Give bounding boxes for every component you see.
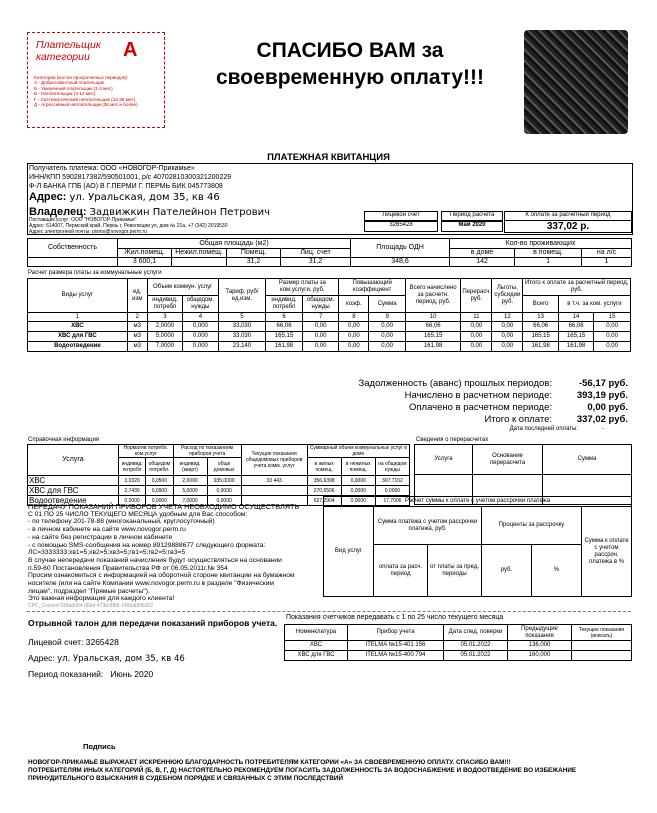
category-title: Плательщик категории <box>36 39 101 63</box>
due-value: 337,02 р. <box>504 220 632 233</box>
paid-row: Оплачено в расчетном периоде: 0,00 руб. <box>409 402 628 413</box>
reference-table: Услуга Норматив потребл. ком.услуг Расход по показаниям приборов учета Текущие показания общедомовых приборов учета комм. услуг Суммарный объем коммунальных услуг в доме индивид. потребл общедом потребл. индивид. (кварт) обще домовых в жилых помещ. в нежилых помещ. на общедом нужды ХВС 3,0320 0,0500 2,0000 935,0000 33 443 356,6398 0,0000 307,7102 ХВС для ГВС 2,7430 0,0900 5,0000 0,0000 270,6506 0,0000 0,0000 Водоотведение 0,0000 0,0000 7,0000 0,0000 627,2904 0,0000 17,7006 <box>27 444 410 506</box>
period-value: Май 2020 <box>441 221 503 232</box>
receipt-title: ПЛАТЕЖНАЯ КВИТАНЦИЯ <box>267 152 390 163</box>
current-reading-input[interactable] <box>572 651 632 661</box>
coupon-title: Отрывной талон для передачи показаний приборов учета. <box>28 618 278 628</box>
table-row: Водоотведение 0,0000 0,0000 7,0000 0,0000 627,2904 0,0000 17,7006 <box>28 496 410 506</box>
totals-block <box>270 378 628 433</box>
table-row: ХВС 3,0320 0,0500 2,0000 935,0000 33 443 356,6398 0,0000 307,7102 <box>28 476 410 486</box>
calc-number-row: 1 2 3 4 5 6 7 8 9 10 11 12 13 14 15 <box>28 313 631 322</box>
signature-label: Подпись <box>83 742 116 751</box>
meters-title: Показания счетчиков передавать с 1 по 25 число текущего месяца <box>286 614 504 621</box>
cut-line <box>27 611 631 612</box>
qr-code <box>524 30 628 134</box>
recipient-block <box>27 163 633 235</box>
table-row: ХВС м3 2,0000 0,000 33,030 66,06 0,00 0,00 0,00 66,06 0,00 0,00 66,06 66,06 0,00 <box>28 322 631 332</box>
recalc-caption: Сведения о перерасчетах <box>416 437 489 443</box>
calc-table: Виды услуг ед. изм Объем коммун. услуг Тариф, руб/ед.изм. Размер платы за ком.услуги, руб. Повышающий коэффициент Всего начислено за расчетн. период, руб. Перерасч. руб. Льготы, субсидии руб. Итого к оплате за расчетный период, руб. индивид. потребл общедом. нужды индивид. потребл общедом. нужды коэф. Сумма Всего в т.ч. за ком. услуги 1 2 3 4 5 6 7 8 9 10 11 12 13 14 15 ХВС м3 2,0000 0,000 33,030 66,06 0,00 0,00 0,00 66,06 0,00 0,00 66,06 66,06 0,00 ХВС для ГВС м3 5,0000 0,000 33,030 165,15 0,00 0,00 0,00 165,15 0,00 0,00 165,15 165,15 0,00 Водоотведение м3 7,0000 0,000 23,140 161,98 0,00 0,00 0,00 161,98 0,00 0,00 161,98 161,98 0,00 <box>27 278 631 352</box>
installment-table: Расчет суммы к оплате с учетом рассрочки платежа Вид услуг Сумма платежа с учетом рассрочки платежа, руб. Проценты за рассрочку Сумма к оплате с учетом рассроч. платежа в % оплата за расч. период от платы за пред. периоды руб. % <box>323 496 632 597</box>
supplier-line3: Адрес электронной почты: pismo@novogor.perm.ru <box>29 229 147 235</box>
calc-caption: Расчет размера платы за коммунальные услуги <box>28 270 162 276</box>
recalc-table: Услуга Основание перерасчета Сумма <box>414 444 632 505</box>
recipient-line1: Получатель платежа: ООО «НОВОГОР-Прикамье» <box>29 165 195 172</box>
debt-row: Задолженность (аванс) прошлых периодов: -56,17 руб. <box>358 378 628 389</box>
category-box <box>27 32 165 128</box>
meter-notice: ПЕРЕДАЧУ ПОКАЗАНИЙ ПРИБОРОВ УЧЕТА НЕОБХОДИМО ОСУЩЕСТВЛЯТЬ С 01 ПО 25 ЧИСЛО ТЕКУЩЕГО МЕСЯЦА удобным для Вас способом: - по телефону 201-78-88 (многоканальный, круглосуточный) - в личном кабинете на сайте www.novogor.perm.ru - на сайте без регистрации в личном кабинете - с помощью SMS-сообщения на номер 89129888677 следующего формата: ЛС=3333333;хв1=5;хв2=5;хв3=5;гв1=5;гв2=5;гв3=5 В случае непередачи показаний начисления будут осуществляться на основании п.59-60 Постановления Правительства РФ от 06.05.2011г.№ 354 Просим ознакомиться с информацией на оборотной стороне квитанции на бумажном носителе (или на сайте Компании www.novogor.perm.ru в разделе "Физическим лицам", подраздел "Прямые расчеты"). Это важная информация для каждого клиента! CPC_Convert 918ad994-86b4-473d-8f86-1496ab6f6302 <box>28 503 320 609</box>
charged-row: Начислено в расчетном периоде: 393,19 руб. <box>404 390 628 401</box>
table-row: ХВС для ГВС м3 5,0000 0,000 33,030 165,15 0,00 0,00 0,00 165,15 0,00 0,00 165,15 165,15 0,00 <box>28 332 631 342</box>
total-row: Итого к оплате: 337,02 руб. <box>484 414 628 425</box>
recipient-line2: ИНН/КПП 5902817382/590501001, р/с 40702810300321200229 <box>29 174 232 181</box>
table-row: ХВС для ГВС 2,7430 0,0900 5,0000 0,0000 270,6506 0,0000 0,0000 <box>28 486 410 496</box>
table-row: ХВС для ГВС ITELMA №15-400 794 05.01.2022 160,000 <box>285 651 632 661</box>
tech-code: CPC_Convert 918ad994-86b4-473d-8f86-1496ab6f6302 <box>28 603 154 610</box>
current-reading-input[interactable] <box>572 641 632 651</box>
category-legend: Категории (кол-во просроченных периодов): А - Добросовестный плательщик Б - Умеренный плательщик (1-3 мес) В - Неплательщик (4-12 мес) Г - Систематический неплательщик (13-36 мес) Д - Агрессивный неплательщик (36 мес и более) <box>34 75 138 108</box>
recipient-address: Адрес: ул. Уральская, дом 35, кв 46 <box>29 191 220 203</box>
recipient-owner: Владелец: Задвижкин Пателейнон Петрович <box>29 206 271 218</box>
supplier-line1: Поставщик услуг: ООО "НОВОГОР-Прикамье" <box>29 217 137 223</box>
table-row: ХВС ITELMA №15-401 156 05.01.2022 136,000 <box>285 641 632 651</box>
coupon-address: Адрес: ул. Уральская, дом 35, кв 46 <box>28 653 185 664</box>
period-label: Период расчета <box>441 211 503 221</box>
recipient-line3: Ф-Л БАНКА ГПБ (АО) В Г.ПЕРМИ Г. ПЕРМЬ БИК 045773808 <box>29 183 223 190</box>
reference-caption: Справочная информация <box>28 437 100 443</box>
footer-text: НОВОГОР-ПРИКАМЬЕ ВЫРАЖАЕТ ИСКРЕННЮЮ БЛАГОДАРНОСТЬ ПОТРЕБИТЕЛЯМ КАТЕГОРИИ «А» ЗА СВОЕВРЕМЕННУЮ ОПЛАТУ. СПАСИБО ВАМ!!! ПОТРЕБИТЕЛЯМ ИНЫХ КАТЕГОРИЙ (Б, В, Г, Д) НАСТОЯТЕЛЬНО РЕКОМЕНДУЕМ ПОГАСИТЬ ЗАДОЛЖЕННОСТЬ ЗА ВОДОСНАБЖЕНИЕ И ВОДООТВЕДЕНИЕ ВО ИЗБЕЖАНИЕ ПРИНУДИТЕЛЬНОГО ВЗЫСКАНИЯ В СУДЕБНОМ ПОРЯДКЕ И СВЯЗАННЫХ С ЭТИМ ПОСЛЕДСТВИЙ <box>28 759 577 783</box>
supplier-line2: Адрес: 614007, Пермский край, Пермь г, Революции ул, дом № 21а, +7 (342) 2019530 <box>29 223 228 229</box>
account-value: 3265428 <box>364 221 438 232</box>
table-row: Водоотведение м3 7,0000 0,000 23,140 161,98 0,00 0,00 0,00 161,98 0,00 0,00 161,98 161,98 0,00 <box>28 342 631 352</box>
thanks-title: СПАСИБО ВАМ за своевременную оплату!!! <box>216 39 484 89</box>
due-label: К оплате за расчетный период <box>504 211 632 221</box>
coupon-period: Период показаний: Июнь 2020 <box>28 669 154 679</box>
coupon-account: Лицевой счет: 3265428 <box>28 637 119 647</box>
category-letter: А <box>123 39 138 61</box>
last-payment-row: Дата последней оплаты: - <box>509 426 604 432</box>
meters-table: Номенклатура Прибор учета Дата след. поверки Предыдущие показания Текущие показания (вписать) ХВС ITELMA №15-401 156 05.01.2022 136,000 ХВС для ГВС ITELMA №15-400 794 05.01.2022 160,000 <box>284 624 632 661</box>
property-table: Собственность Общая площадь (м2) Площадь ОДН Кол-во проживающих Жил.помещ. Нежил.помещ. Помещ. Лиц. счет в доме в помещ. на л/с 3 600,1 31,2 31,2 348,6 142 1 1 <box>27 238 632 267</box>
account-label: Лицевой счет <box>364 211 438 221</box>
